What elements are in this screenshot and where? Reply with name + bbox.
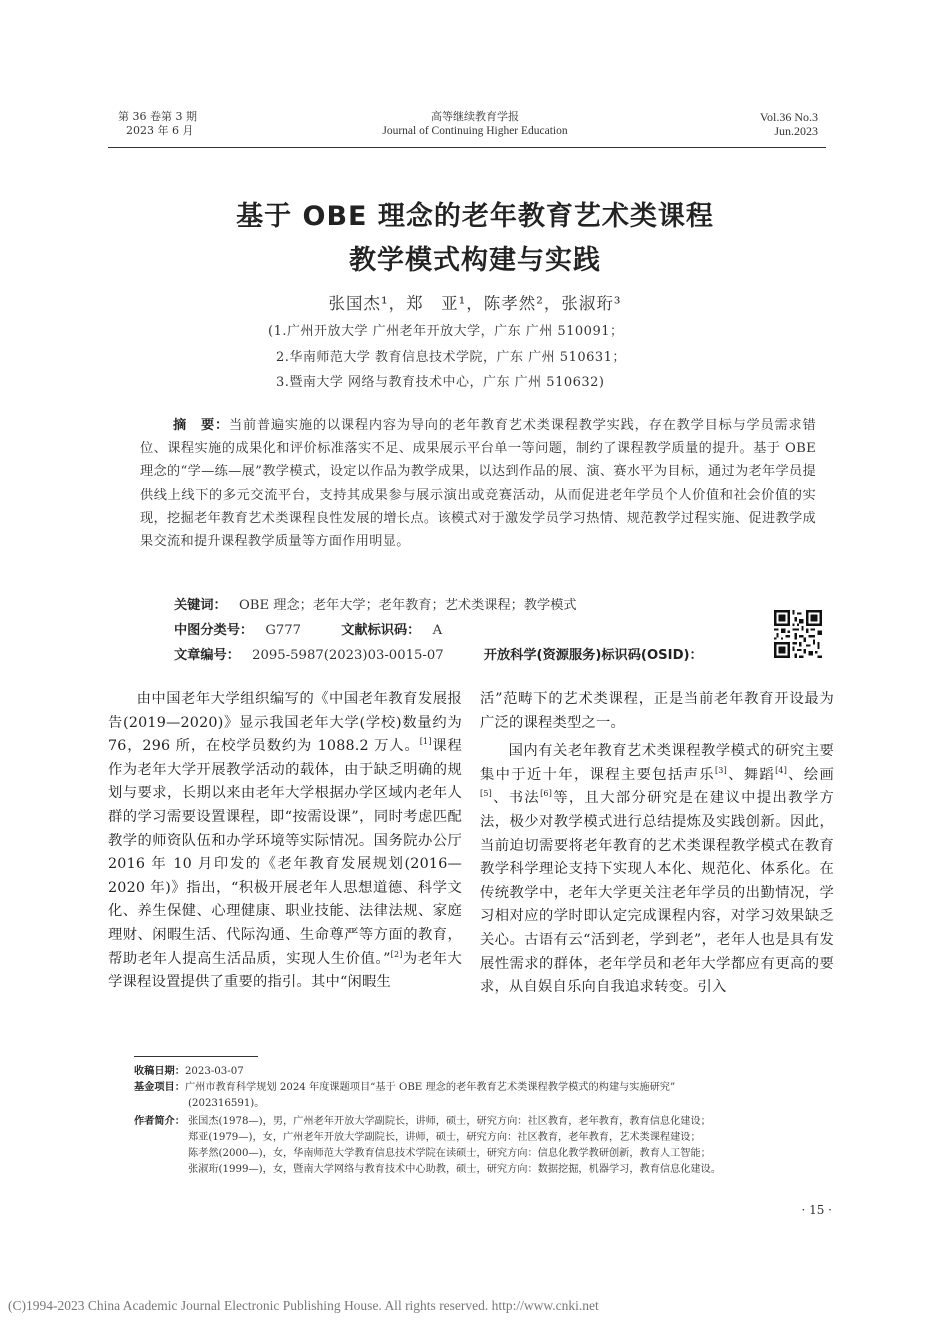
body-text: 等，且大部分研究是在建议中提出教学方法，极少对教学模式进行总结提炼及实践创新。因此，当前迫切需要将老年教育的艺术类课程教学模式在教育教学科学理论支持下实现人本化、规范化、体系化。在传统教学中，老年大学更关注老年学员的出勤情况，学习相对应的学时即认定完成课程内容，对学习效果缺乏关心。古语有云“活到老，学到老”，老年人也是具有发展性需求的群体，老年学员和老年大学都应有更高的要求，从自娱自乐向自我追求转变。引入 [480,790,834,996]
footnote-fund-cont: (202316591)。 [188,1098,265,1109]
fund-label: 基金项目： [134,1082,185,1093]
keywords-text: OBE 理念；老年大学；老年教育；艺术类课程；教学模式 [238,598,577,613]
footnote-received [134,1064,244,1079]
authors: 张国杰¹，郑 亚¹，陈孝然²，张淑珩³ [328,294,622,313]
fund-text: 广州市教育科学规划 2024 年度课题项目“基于 OBE 理念的老年教育艺术类课程教学模式的构建与实施研究” [184,1082,676,1093]
author-label: 作者简介： [134,1116,185,1127]
qr-code-image [774,608,822,660]
footnote-author-3: 陈孝然(2000—)，女，华南师范大学教育信息技术学院在读硕士，研究方向：信息化教学教研创新，教育人工智能； [188,1148,711,1159]
article-number-value: 2095-5987(2023)03-0015-07 [252,648,444,663]
citation-ref: [4] [775,766,788,776]
header-date-en: Jun.2023 [774,124,818,138]
footnote-author-4: 张淑珩(1999—)，女，暨南大学网络与教育技术中心助教，硕士，研究方向：数据挖掘，机器学习，教育信息化建设。 [188,1164,722,1175]
body-text: 、绘画 [787,766,835,783]
abstract-label: 摘 要： [173,418,229,433]
citation-ref: [2] [390,949,403,959]
header-date-cn: 2023 年 6 月 [126,124,194,137]
paper-title-line1: 基于 OBE 理念的老年教育艺术类课程 [236,201,714,232]
body-paragraph [480,740,834,1000]
footnote-author-2: 郑亚(1979—)，女，广州老年开放大学副院长，讲师，硕士，研究方向：社区教育，老年教育，艺术类课程建设； [188,1132,701,1143]
body-text: 为老年大学课程设置提供了重要的指引。其中“闲暇生 [108,950,462,991]
body-text: 课程作为老年大学开展教学活动的载体，由于缺乏明确的规划与要求，长期以来由老年大学根据办学区域内老年人群的学习需要设置课程，即“按需设课”，同时考虑匹配教学的师资队伍和办学环境等实际情况。国务院办公厅 2016 年 10 月印发的《老年教育发展规划(2016—2020 年)》指出，“积极开展老年人思想道德、科学文化、养生保健、心理健康、职业技能、法律法规、家庭理财、闲暇生活、代际沟通、生命尊严等方面的教育，帮助老年人提高生活品质，实现人生价值。” [108,738,462,967]
body-text: 、舞蹈 [726,766,776,783]
osid-label: 开放科学(资源服务)标识码(OSID)： [483,648,703,663]
doc-code-label: 文献标识码： [341,623,421,638]
body-paragraph [108,688,462,995]
page-number: · 15 · [801,1203,832,1217]
citation-ref: [5] [480,789,492,799]
body-right-column [480,688,834,1000]
classification-value: G777 [265,623,302,638]
journal-name-en: Journal of Continuing Higher Education [382,125,568,137]
keywords-row [174,594,577,613]
body-text: 国内有关老年教育艺术类课程教学模式的研究主要集中于近十年，课程主要包括声乐 [480,743,834,783]
affiliation-1: (1.广州开放大学 广州老年开放大学，广东 广州 510091； [268,324,624,339]
body-text: 由中国老年大学组织编写的《中国老年教育发展报告(2019—2020)》显示我国老年大学(学校)数量约为 76，296 所，在校学员数约为 1088.2 万人。 [108,691,462,755]
doc-code-value: A [432,623,443,638]
header-volume-en-block [760,110,818,138]
paper-title-line2: 教学模式构建与实践 [349,245,601,276]
footnote-author-label-row [134,1114,185,1129]
footnote-fund [134,1080,844,1095]
classification-row [174,619,442,638]
header-rule [108,147,826,148]
received-date: 2023-03-07 [184,1066,244,1077]
citation-ref: [6] [540,789,553,799]
received-label: 收稿日期： [134,1066,185,1077]
body-left-column [108,688,462,995]
citation-ref: [1] [419,737,432,747]
footnote-rule [134,1056,258,1057]
copyright-line: (C)1994-2023 China Academic Journal Electronic Publishing House. All rights reserved. http://www.cnki.net [8,1298,599,1313]
article-number-label: 文章编号： [174,648,240,663]
abstract-text: 当前普遍实施的以课程内容为导向的老年教育艺术类课程教学实践，存在教学目标与学员需求错位、课程实施的成果化和评价标准落实不足、成果展示平台单一等问题，制约了课程教学质量的提升。基于 OBE 理念的“学—练—展”教学模式，设定以作品为教学成果，以达到作品的展、演、赛水平为目标，通过为老年学员提供线上线下的多元交流平台，支持其成果参与展示演出或竞赛活动，从而促进老年学员个人价值和社会价值的实现，挖掘老年教育艺术类课程良性发展的增长点。该模式对于激发学员学习热情、规范教学过程实施、促进教学成果交流和提升课程教学质量等方面作用明显。 [140,418,816,550]
abstract [140,414,816,553]
header-volume-en: Vol.36 No.3 [759,110,818,124]
keywords-label: 关键词： [174,598,227,613]
affiliation-3: 3.暨南大学 网络与教育技术中心，广东 广州 510632) [276,375,605,390]
footnote-author-1: 张国杰(1978—)，男，广州老年开放大学副院长，讲师，硕士，研究方向：社区教育，老年教育，教育信息化建设； [188,1116,711,1127]
body-text: 、书法 [491,790,541,807]
classification-label: 中图分类号： [174,623,254,638]
journal-name-cn: 高等继续教育学报 [431,110,519,123]
body-paragraph: 活”范畴下的艺术类课程，正是当前老年教育开设最为广泛的课程类型之一。 [480,691,834,731]
article-row [174,644,703,663]
header-volume-cn: 第 36 卷第 3 期 [118,110,197,123]
affiliation-2: 2.华南师范大学 教育信息技术学院，广东 广州 510631； [276,350,626,365]
citation-ref: [3] [714,766,727,776]
